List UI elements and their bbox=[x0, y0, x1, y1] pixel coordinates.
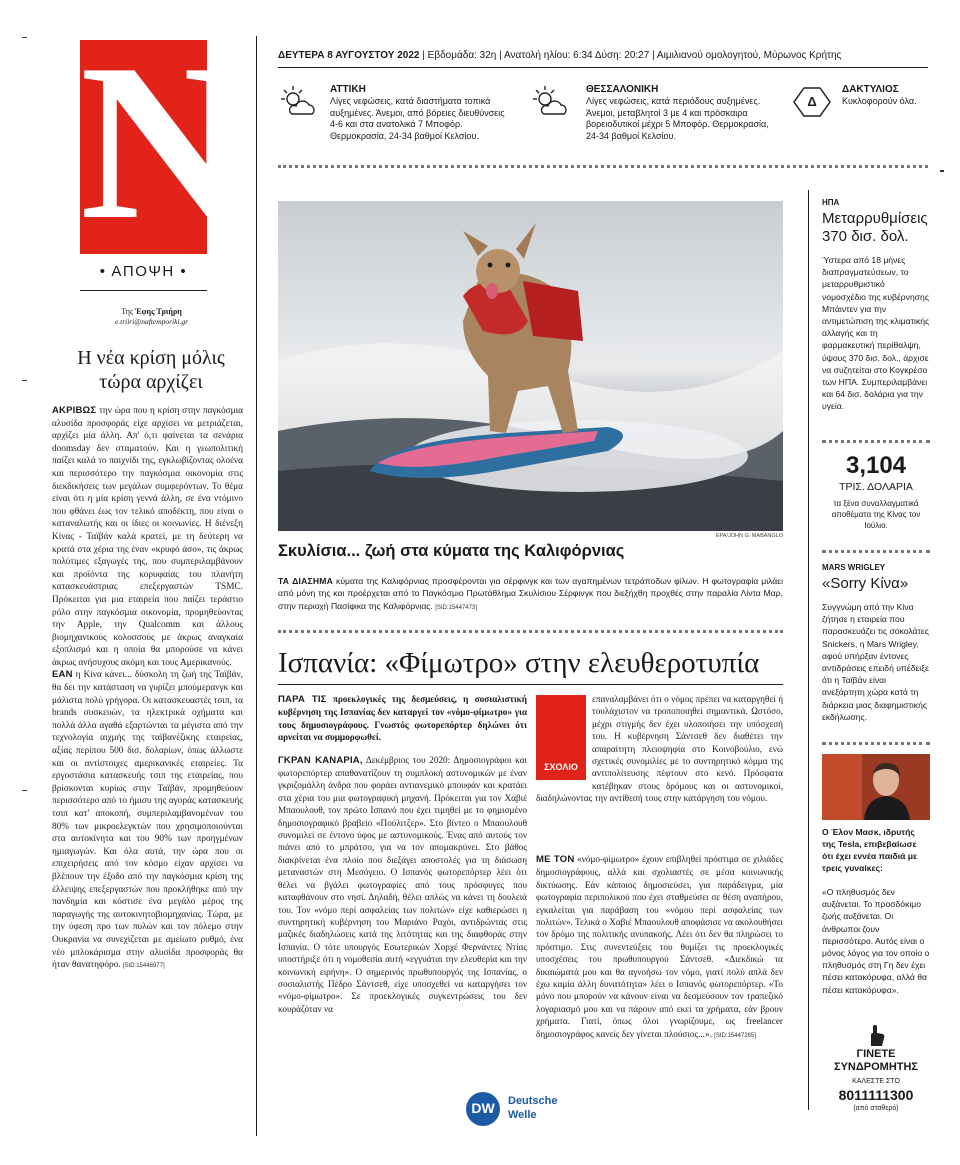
article-title: Ισπανία: «Φίμωτρο» στην ελευθεροτυπία bbox=[278, 647, 760, 679]
sun-cloud-icon bbox=[530, 84, 570, 120]
opinion-author: Έφης Τριήρη bbox=[135, 307, 182, 316]
usa-label: ΗΠΑ bbox=[822, 198, 840, 207]
subscribe-note: (από σταθερό) bbox=[853, 1105, 899, 1112]
name-days: Αιμιλιανού ομολογητού, Μύρωνος Κρήτης bbox=[656, 50, 842, 61]
weather-attica-text: Λίγες νεφώσεις, κατά διαστήματα τοπικά αυξημένες. Άνεμοι, από βόρειες διευθύνσεις 4-6 και στα ανατολικά 7 Μποφόρ. Θερμοκρασία, 24-34 βαθμοί Κελσίου. bbox=[330, 96, 505, 141]
article-column-2-bottom bbox=[536, 853, 783, 1068]
weather-attica-title: ΑΤΤΙΚΗ bbox=[330, 84, 366, 95]
ring-road-sign-icon bbox=[792, 86, 832, 118]
opinion-paragraph-1: ΑΚΡΙΒΩΣ την ώρα που η κρίση στην παγκόσμια αλυσίδα προσφοράς είχε αρχίσει να μετριάζεται, αρχίζει μία άλλη. Απ' ό,τι φαίνεται τα σενάρια doomsday δεν σταματούν. Και η γεωπολιτική παίζει καλά το παιχνίδι της, εγκλωβίζοντας ολοένα και περισσότερο την παγκόσμια οικονομία στις διεκδικήσεις των μεγάλων συμφερόντων. Το θέμα είναι ότι η μία κρίση γεννά άλλη, σε ένα ντόμινο που φθάνει έως τον τελικό αποδέκτη, που είναι ο καταναλωτής και οι ίδιες οι κοινωνίες. Η διένεξη Κίνας - Ταϊβάν καλά κρατεί, με τη δεύτερη να κρατά στα χέρια της έναν «κρυφό άσο», τις άκρως πολύτιμες εξαγωγές της, που συμπεριλαμβάνουν και προϊόντα της κορυφαίας του πλανήτη κατασκευάστριας επεξεργαστών TSMC. Πρόκειται για μια εταιρεία που παίζει τεράστιο ρόλο στην παγκόσμια οικονομία, προμηθεύοντας την Apple, την Qualcomm και άλλους βιομηχανικούς κολοσσούς με άκρως αναγκαία εξοπλισμό και η οποία θα μπορούσε να κάνει άκρως ανήσυχους ακόμη και τους Αμερικανούς. bbox=[52, 405, 243, 668]
opinion-byline: Της Έφης Τριήρη bbox=[121, 307, 182, 316]
usa-title: Μεταρρυθμίσεις 370 δισ. δολ. bbox=[822, 210, 928, 245]
weather-thessaloniki-title: ΘΕΣΣΑΛΟΝΙΚΗ bbox=[586, 84, 659, 95]
opinion-email[interactable]: e.triiri@naftemporiki.gr bbox=[114, 317, 189, 326]
mars-title: «Sorry Κίνα» bbox=[822, 575, 909, 592]
opinion-body bbox=[52, 405, 243, 1130]
dw-logo-icon: DW bbox=[466, 1092, 500, 1126]
masthead-logo bbox=[80, 18, 242, 266]
big-number: 3,104 bbox=[845, 452, 907, 479]
dw-logo: DW Deutsche Welle bbox=[466, 1092, 606, 1126]
week: Εβδομάδα: 32η bbox=[427, 50, 497, 61]
sun-times: Ανατολή ηλίου: 6:34 Δύση: 20:27 bbox=[503, 50, 650, 61]
subscribe-call: ΚΑΛΕΣΤΕ ΣΤΟ bbox=[852, 1078, 900, 1085]
date-bar: ΔΕΥΤΕΡΑ 8 ΑΥΓΟΥΣΤΟΥ 2022 | Εβδομάδα: 32η | Ανατολή ηλίου: 6:34 Δύση: 20:27 | Αιμιλιανού ομολογητού, Μύρωνος Κρήτης bbox=[278, 50, 842, 61]
photo-caption-title: Σκυλίσια... ζωή στα κύματα της Καλιφόρνιας bbox=[278, 542, 625, 560]
photo-caption-text: ΤΑ ΔΙΑΣΗΜΑ κύματα της Καλιφόρνιας προσφέρονται για σέρφινγκ και των αγαπημένων τετράποδων φίλων. Η φωτογραφία μιλάει από μόνη της και προέρχεται από το Παγκόσμιο Πρωτάθλημα Σκυλίσιου Σέρφινγκ που διεξήχθη προχθές στην παραλία Λίντα Μαρ, στην περιοχή Πασίφικα της Καλιφόρνιας. [SID:15447473] bbox=[278, 576, 784, 611]
musk-photo bbox=[822, 754, 930, 820]
comment-badge: ΣΧΟΛΙΟ bbox=[536, 695, 586, 780]
weather-thessaloniki-text: Λίγες νεφώσεις, κατά περιόδους αυξημένες. Άνεμοι, μεταβλητοί 3 με 4 και πρόσκαιρα βορειοδυτικοί μέχρι 5 Μποφόρ. Θερμοκρασία, 24-34 βαθμοί Κελσίου. bbox=[586, 96, 769, 141]
article-column-1 bbox=[278, 693, 527, 1088]
opinion-title: Η νέα κρίση μόλις τώρα αρχίζει bbox=[77, 347, 225, 393]
mars-text: Συγγνώμη από την Κίνα ζήτησε η εταιρεία που παρασκευάζει τις σοκολάτες Snickers, η Mars Wrigley, αφού υπήρξαν έντονες αντιδράσεις επειδή υπέδειξε ότι η Ταϊβάν είναι ανεξάρτητη χώρα κατά τη διάρκεια μιας διαφημιστικής εκδήλωσης. bbox=[822, 602, 929, 722]
musk-text: Ο Έλον Μασκ, ιδρυτής της Tesla, επιβεβαίωσε ότι έχει εννέα παιδιά με τρεις γυναίκες: bbox=[822, 827, 918, 873]
sun-cloud-icon bbox=[278, 84, 318, 120]
musk-quote: «Ο πληθυσμός δεν αυξάνεται. Το προσδόκιμο ζωής αυξάνεται. Οι άνθρωποι ζουν περισσότερο. Αυτός είναι ο μόνος λόγος για τον οποίο ο πληθυσμός στη Γη δεν έχει πέσει κατακόρυφα, αλλά θα πέσει κατακόρυφα». bbox=[822, 887, 930, 995]
article-paragraph-1: ΓΚΡΑΝ ΚΑΝΑΡΙΑ, Δεκέμβριος του 2020: Δημοσιογράφοι και φωτορεπόρτερ απαθανατίζουν τη συμπλοκή αστυνομικών με έναν γκριζομάλλη άνδρα που φοράει αντιανεμικό μπουφάν και κρατάει στα χέρια του μια φωτογραφική μηχανή. Πρόκειται για τον Χαβιέ Μπαουλουθ, τον πρώτο Ισπανό που έχει τιμηθεί με το φημισμένο δημοσιογραφικό βραβείο «Πούλιτζερ». Στο βίντεο ο Μπαουλουθ συνομιλεί σε έντονο ύφος με αστυνομικούς. Ένας από αυτούς τον πιάνει από το μπράτσο, για να τον απομακρύνει. Στο βάθος διακρίνεται ένα πλοίο που διεξάγει αποστολές για τη διάσωση μεταναστών στη Μεσόγειο. Ο Ισπανός φωτορεπόρτερ λέει ότι θέλει να βγάλει φωτογραφίες από τους πρόσφυγες που καταφθάνουν στο νησί. Δηλαδή, θέλει απλώς να κάνει τη δουλειά του. Τον «νόμο περί ασφαλείας των πολιτών» είχε καθιερώσει η συντηρητική κυβέρνηση του Μαριάνο Ραχόι, αντιδρώντας στις μαζικές διαδηλώσεις κατά της λιτότητας και της διαφθοράς στην Ισπανία. Ο τότε υπουργός Εσωτερικών Χορχέ Φερνάντες Ντίας υποστήριξε ότι η νομοθεσία αυτή «εγγυάται την ελευθερία και την κοινωνική ειρήνη». Ο σημερινός πρωθυπουργός της Ισπανίας, ο σοσιαλιστής Πέδρο Σάντσεθ, είχε υποσχεθεί να καταργήσει τον «νόμο-φίμωτρο». Σε προεκλογικές συγκεντρώσεις του δεν κουράζόταν να bbox=[278, 754, 527, 1014]
big-text: τα ξένα συναλλαγματικά αποθέματα της Κίνας τον Ιούλιο. bbox=[831, 499, 921, 530]
date: ΔΕΥΤΕΡΑ 8 ΑΥΓΟΥΣΤΟΥ 2022 bbox=[278, 50, 420, 61]
article-intro: ΠΑΡΑ ΤΙΣ προεκλογικές της δεσμεύσεις, η σοσιαλιστική κυβέρνηση της Ισπανίας δεν καταργεί τον «νόμο-φίμωτρο» για τους δημοσιογράφους. Γνωστός φωτορεπόρτερ δηλώνει ότι αρνείται να συμμορφωθεί. bbox=[278, 694, 527, 743]
subscribe-title-2: ΣΥΝΔΡΟΜΗΤΗΣ bbox=[833, 1061, 919, 1073]
weather-ring-text: Κυκλοφορούν όλα. bbox=[842, 96, 917, 106]
hand-pointer-icon bbox=[822, 1024, 930, 1048]
ring-road-sign-letter: Δ bbox=[807, 94, 817, 109]
photo-credit: EPA/JOHN G. MABANGLO bbox=[715, 533, 783, 539]
usa-text: Ύστερα από 18 μήνες διαπραγματεύσεων, το μεταρρυθμιστικό νομοσχέδιο της κυβέρνησης Μπάιντεν για την αντιμετώπιση της κλιματικής αλλαγής και τη φαρμακευτική περίθαλψη, ύψους 370 δισ. δολ., άρχισε να συζητείται στο Κογκρέσο των ΗΠΑ. Συμπεριλαμβάνει και 64 δισ. δολάρια για την υγεία. bbox=[822, 255, 930, 412]
masthead-letter: N bbox=[80, 18, 242, 266]
subscribe-box[interactable] bbox=[822, 1024, 930, 1114]
dog-surfing-photo bbox=[278, 201, 783, 531]
subscribe-title-1: ΓΙΝΕΤΕ bbox=[856, 1048, 896, 1060]
article-column-2-top: επαναλαμβάνει ότι ο νόμος πρέπει να καταργηθεί ή τουλάχιστον να τροποποιηθεί σημαντικά. Ωστόσο, μέχρι στιγμής δεν έχει υλοποιήσει την υπόσχεσή του. Η κυβέρνηση Σάντσεθ δεν διαθέτει την απαραίτητη πλειοψηφία στο Κοινοβούλιο, ενώ σχετικές συνομιλίες με το συντηρητικό κόμμα της αντιπολίτευσης πέφτουν στο κενό. Πρόσφατα κατέβηκαν στους δρόμους και οι αστυνομικοί, διαδηλώνοντας την αντίθεσή τους στην κατάργηση του νόμου. bbox=[536, 694, 783, 804]
section-label: • ΑΠΟΨΗ • bbox=[99, 263, 188, 280]
big-unit: ΤΡΙΣ. ΔΟΛΑΡΙΑ bbox=[839, 481, 913, 493]
weather-ring-title: ΔΑΚΤΥΛΙΟΣ bbox=[842, 84, 899, 95]
article-paragraph-2: ΜΕ ΤΟΝ «νόμο-φίμωτρο» έχουν επιβληθεί πρόστιμα σε χιλιάδες δημοσιογράφους, αλλά και σχολιαστές σε μέσα κοινωνικής δικτύωσης. Εάν κάποιος δημοσιεύσει, για παράδειγμα, μία φωτογραφία περιπολικού που έχει σταθμεύσει σε θέση αναπήρου, εγκαλείται για παράβαση του «νόμου περί ασφαλείας των πολιτών». Τελικά ο Χαβιέ Μπαουλουθ αποφάσισε να ακολουθήσει τον δρόμο της πολιτικής ανυπακοής. Λέει ότι δεν θα πληρώσει το πρόστιμο. Στις συνεντεύξεις του θυμίζει τις προεκλογικές υποσχέσεις του πρωθυπουργού Σάντσεθ. «Διεκδικώ τα δικαιώματά μου και θα αγνοήσω τον νόμο, γιατί πολύ απλά δεν έχω καμία άλλη δυνατότητα» λέει ο Ισπανός φωτορεπόρτερ. «Το μόνο που μπορούν να κάνουν είναι να δεσμεύσουν τον τραπεζικό λογαριασμό μου και να πάρουν από εκεί τα χρήματα, εάν βρουν χρήματα. Γιατί, όπως όλοι γνωρίζουμε, ως freelancer δημοσιογράφος κανείς δεν γίνεται πλούσιος...». [SID:15447265] bbox=[536, 854, 783, 1039]
mars-label: MARS WRIGLEY bbox=[822, 563, 886, 572]
opinion-paragraph-2: ΕΑΝ η Κίνα κάνει... δύσκολη τη ζωή της Ταϊβάν, θα δει την κατάσταση να γυρίζει μπούμερανγκ και μάλιστα πολύ γρήγορα. Οι κατασκευαστές τσιπ, τα brands συσκευών, τα ηλεκτρικά οχήματα και πολλά άλλα αγαθά εξαρτώνται τα μέγιστα από την τεχνολογία αιχμής της ταϊβανέζικης εταιρείας, αξίας περίπου 500 δισ. δολαρίων, όπως άλλωστε και οι αντίστοιχες αμερικανικές εταιρείες. Τα εργοστάσια κατασκευής τσιπ της εταιρείας, που βρίσκονται κυρίως στην Ταϊβάν, προμηθεύουν περισσότερο από το ήμισυ της αγοράς κατασκευής τσιπ κατ' αποκοπή, συμπεριλαμβανομένων του 80% των μικροελεγκτών που χρησιμοποιούνται στα αυτοκίνητα και του 90% των προηγμένων ημιαγωγών. Και όλα αυτά, την ώρα που οι επιχειρήσεις από τον κόσμο είχαν αρχίσει να βλέπουν την έξοδο από την παγκόσμια κρίση της έλλειψης επεξεργαστών που προκλήθηκε από την πανδημία και κόστισε ένα μεγάλο μέρος της παραγωγής της αυτοκινητοβιομηχανίας. Τώρα, με την ύφεση προ των πυλών και τον πόλεμο στην Ουκρανία να συνεχίζεται με αμείωτο ρυθμό, ένα νέο μπλοκάρισμα στην αλυσίδα προσφοράς θα ήταν θανατηφόρο. [SID:15446977] bbox=[52, 669, 243, 971]
subscribe-phone[interactable]: 8011111300 bbox=[838, 1087, 914, 1103]
